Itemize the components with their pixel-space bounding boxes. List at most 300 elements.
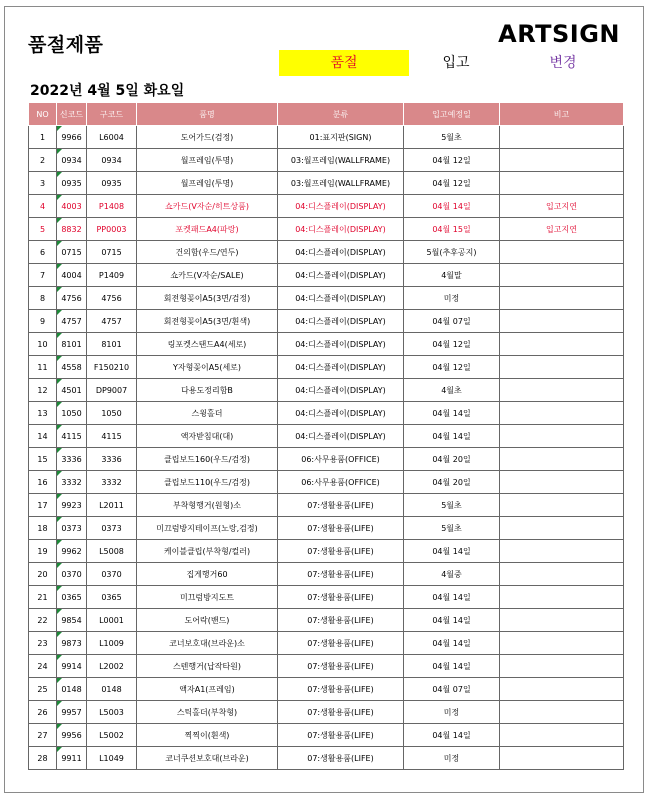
cell-eta[interactable]	[404, 172, 500, 195]
cell-note[interactable]	[500, 218, 624, 241]
cell-category-text: 07:생활용품(LIFE)	[307, 638, 374, 648]
cell-old-code[interactable]	[87, 517, 137, 540]
cell-eta-text: 04월 14일	[432, 431, 471, 441]
cell-new-code[interactable]	[57, 218, 87, 241]
cell-eta-text: 04월 14일	[432, 638, 471, 648]
cell-category[interactable]	[278, 333, 404, 356]
cell-old-code[interactable]	[87, 287, 137, 310]
cell-new-code[interactable]	[57, 310, 87, 333]
cell-eta[interactable]	[404, 310, 500, 333]
cell-name[interactable]	[137, 632, 278, 655]
cell-eta[interactable]	[404, 471, 500, 494]
cell-eta[interactable]	[404, 425, 500, 448]
cell-new-code[interactable]	[57, 287, 87, 310]
cell-no[interactable]	[29, 517, 57, 540]
cell-note[interactable]	[500, 149, 624, 172]
soldout-table	[28, 102, 624, 770]
cell-category-text: 04:디스플레이(DISPLAY)	[295, 339, 386, 349]
cell-note[interactable]	[500, 632, 624, 655]
cell-eta[interactable]	[404, 678, 500, 701]
cell-new-code[interactable]	[57, 540, 87, 563]
cell-category[interactable]	[278, 310, 404, 333]
cell-old-code-text: 4757	[101, 316, 122, 326]
cell-new-code-text: 9914	[61, 661, 82, 671]
cell-category[interactable]	[278, 632, 404, 655]
cell-no-text: 14	[37, 431, 48, 441]
cell-category-text: 07:생활용품(LIFE)	[307, 707, 374, 717]
cell-eta-text: 04월 14일	[432, 592, 471, 602]
cell-eta-text: 미정	[443, 753, 460, 763]
cell-comment-marker-icon	[57, 402, 62, 407]
cell-name[interactable]	[137, 126, 278, 149]
cell-eta[interactable]	[404, 218, 500, 241]
table-row[interactable]	[29, 609, 624, 632]
cell-category[interactable]	[278, 494, 404, 517]
table-row[interactable]	[29, 310, 624, 333]
cell-category-text: 07:생활용품(LIFE)	[307, 592, 374, 602]
cell-no[interactable]	[29, 333, 57, 356]
cell-old-code[interactable]	[87, 149, 137, 172]
cell-new-code[interactable]	[57, 264, 87, 287]
cell-old-code[interactable]	[87, 563, 137, 586]
cell-eta-text: 04월 15일	[432, 224, 471, 234]
cell-new-code[interactable]	[57, 701, 87, 724]
cell-new-code[interactable]	[57, 471, 87, 494]
cell-eta[interactable]	[404, 655, 500, 678]
cell-no[interactable]	[29, 494, 57, 517]
cell-no[interactable]	[29, 678, 57, 701]
cell-new-code[interactable]	[57, 333, 87, 356]
cell-note[interactable]	[500, 356, 624, 379]
cell-eta[interactable]	[404, 540, 500, 563]
cell-comment-marker-icon	[57, 149, 62, 154]
table-row[interactable]	[29, 701, 624, 724]
table-row[interactable]	[29, 379, 624, 402]
cell-category[interactable]	[278, 379, 404, 402]
cell-old-code[interactable]	[87, 333, 137, 356]
cell-category[interactable]	[278, 609, 404, 632]
cell-no[interactable]	[29, 448, 57, 471]
cell-note[interactable]	[500, 402, 624, 425]
table-row[interactable]	[29, 563, 624, 586]
cell-name[interactable]	[137, 172, 278, 195]
cell-new-code[interactable]	[57, 655, 87, 678]
cell-old-code[interactable]	[87, 586, 137, 609]
cell-old-code-text: L6004	[99, 132, 124, 142]
cell-no[interactable]	[29, 310, 57, 333]
cell-eta-text: 04월 12일	[432, 362, 471, 372]
cell-category[interactable]	[278, 747, 404, 770]
cell-note[interactable]	[500, 195, 624, 218]
cell-old-code[interactable]	[87, 747, 137, 770]
table-row[interactable]	[29, 425, 624, 448]
cell-eta[interactable]	[404, 517, 500, 540]
cell-new-code-text: 4756	[61, 293, 82, 303]
cell-old-code[interactable]	[87, 724, 137, 747]
cell-category[interactable]	[278, 517, 404, 540]
cell-category-text: 07:생활용품(LIFE)	[307, 546, 374, 556]
table-row[interactable]	[29, 287, 624, 310]
cell-new-code-text: 9854	[61, 615, 82, 625]
table-row[interactable]	[29, 195, 624, 218]
table-row[interactable]	[29, 264, 624, 287]
cell-category[interactable]	[278, 172, 404, 195]
cell-no[interactable]	[29, 149, 57, 172]
cell-category[interactable]	[278, 448, 404, 471]
cell-old-code[interactable]	[87, 356, 137, 379]
table-row[interactable]	[29, 218, 624, 241]
cell-new-code[interactable]	[57, 632, 87, 655]
cell-category[interactable]	[278, 540, 404, 563]
cell-category-text: 06:사무용품(OFFICE)	[301, 454, 380, 464]
cell-category-text: 04:디스플레이(DISPLAY)	[295, 408, 386, 418]
cell-eta-text: 미정	[443, 707, 460, 717]
cell-no[interactable]	[29, 540, 57, 563]
cell-old-code[interactable]	[87, 655, 137, 678]
cell-name[interactable]	[137, 494, 278, 517]
cell-old-code-text: DP9007	[95, 385, 128, 395]
cell-no-text: 13	[37, 408, 48, 418]
cell-old-code-text: P1409	[98, 270, 125, 280]
cell-new-code[interactable]	[57, 724, 87, 747]
table-row[interactable]	[29, 471, 624, 494]
table-row[interactable]	[29, 724, 624, 747]
cell-name[interactable]	[137, 586, 278, 609]
cell-eta[interactable]	[404, 632, 500, 655]
cell-comment-marker-icon	[57, 724, 62, 729]
cell-name[interactable]	[137, 195, 278, 218]
cell-old-code[interactable]	[87, 126, 137, 149]
cell-eta[interactable]	[404, 747, 500, 770]
cell-old-code[interactable]	[87, 310, 137, 333]
cell-comment-marker-icon	[57, 172, 62, 177]
cell-eta[interactable]	[404, 563, 500, 586]
cell-eta[interactable]	[404, 586, 500, 609]
cell-category-text: 07:생활용품(LIFE)	[307, 615, 374, 625]
table-row[interactable]	[29, 402, 624, 425]
cell-old-code[interactable]	[87, 379, 137, 402]
cell-no[interactable]	[29, 609, 57, 632]
cell-name[interactable]	[137, 218, 278, 241]
cell-old-code[interactable]	[87, 241, 137, 264]
cell-old-code-text: L5003	[99, 707, 124, 717]
cell-no-text: 19	[37, 546, 48, 556]
cell-no-text: 8	[39, 293, 46, 303]
cell-new-code[interactable]	[57, 126, 87, 149]
cell-new-code[interactable]	[57, 172, 87, 195]
cell-no[interactable]	[29, 195, 57, 218]
cell-no[interactable]	[29, 287, 57, 310]
cell-new-code[interactable]	[57, 747, 87, 770]
cell-note[interactable]	[500, 448, 624, 471]
cell-name[interactable]	[137, 747, 278, 770]
cell-old-code-text: 0365	[101, 592, 122, 602]
table-row[interactable]	[29, 494, 624, 517]
cell-name-text: 액자받침대(대)	[180, 431, 234, 441]
cell-new-code-text: 3332	[61, 477, 82, 487]
cell-no-text: 26	[37, 707, 48, 717]
cell-new-code-text: 4003	[61, 201, 82, 211]
cell-comment-marker-icon	[57, 126, 62, 131]
cell-note[interactable]	[500, 333, 624, 356]
cell-note[interactable]	[500, 655, 624, 678]
cell-name[interactable]	[137, 241, 278, 264]
cell-category[interactable]	[278, 471, 404, 494]
cell-new-code-text: 3336	[61, 454, 82, 464]
cell-no[interactable]	[29, 218, 57, 241]
table-row[interactable]	[29, 632, 624, 655]
cell-no[interactable]	[29, 586, 57, 609]
cell-name[interactable]	[137, 517, 278, 540]
cell-eta[interactable]	[404, 402, 500, 425]
cell-eta[interactable]	[404, 126, 500, 149]
cell-category[interactable]	[278, 724, 404, 747]
cell-note[interactable]	[500, 126, 624, 149]
tab-incoming[interactable]: 입고	[442, 55, 470, 71]
cell-old-code[interactable]	[87, 425, 137, 448]
cell-note[interactable]	[500, 678, 624, 701]
cell-eta[interactable]	[404, 241, 500, 264]
cell-new-code[interactable]	[57, 402, 87, 425]
cell-eta[interactable]	[404, 494, 500, 517]
cell-category[interactable]	[278, 195, 404, 218]
cell-old-code-text: L1049	[99, 753, 124, 763]
cell-eta[interactable]	[404, 356, 500, 379]
cell-eta-text: 04월 12일	[432, 178, 471, 188]
cell-no[interactable]	[29, 471, 57, 494]
table-row[interactable]	[29, 586, 624, 609]
table-row[interactable]	[29, 448, 624, 471]
cell-name[interactable]	[137, 540, 278, 563]
cell-no[interactable]	[29, 425, 57, 448]
cell-no[interactable]	[29, 655, 57, 678]
cell-old-code-text: 0148	[101, 684, 122, 694]
cell-note[interactable]	[500, 172, 624, 195]
cell-note[interactable]	[500, 264, 624, 287]
cell-new-code-text: 8101	[61, 339, 82, 349]
cell-comment-marker-icon	[57, 264, 62, 269]
cell-new-code[interactable]	[57, 586, 87, 609]
cell-name-text: 쇼카드(V자순/SALE)	[170, 270, 244, 280]
cell-name[interactable]	[137, 678, 278, 701]
cell-old-code[interactable]	[87, 264, 137, 287]
cell-eta[interactable]	[404, 448, 500, 471]
cell-eta[interactable]	[404, 333, 500, 356]
cell-no[interactable]	[29, 701, 57, 724]
cell-new-code[interactable]	[57, 609, 87, 632]
cell-category[interactable]	[278, 563, 404, 586]
cell-note[interactable]	[500, 379, 624, 402]
cell-name[interactable]	[137, 287, 278, 310]
cell-eta[interactable]	[404, 724, 500, 747]
cell-note[interactable]	[500, 563, 624, 586]
table-row[interactable]	[29, 655, 624, 678]
cell-old-code[interactable]	[87, 632, 137, 655]
cell-eta-text: 미정	[443, 293, 460, 303]
cell-name-text: 회전형꽂이A5(3면/흰색)	[163, 316, 251, 326]
cell-note[interactable]	[500, 747, 624, 770]
cell-new-code[interactable]	[57, 195, 87, 218]
cell-category[interactable]	[278, 264, 404, 287]
cell-note[interactable]	[500, 425, 624, 448]
cell-eta[interactable]	[404, 149, 500, 172]
cell-no-text: 25	[37, 684, 48, 694]
table-row[interactable]	[29, 241, 624, 264]
cell-new-code[interactable]	[57, 241, 87, 264]
cell-name[interactable]	[137, 425, 278, 448]
cell-no[interactable]	[29, 724, 57, 747]
cell-name[interactable]	[137, 609, 278, 632]
cell-note[interactable]	[500, 724, 624, 747]
cell-name[interactable]	[137, 448, 278, 471]
cell-old-code[interactable]	[87, 678, 137, 701]
cell-eta-text: 04월 20일	[432, 454, 471, 464]
cell-old-code-text: 0935	[101, 178, 122, 188]
cell-no[interactable]	[29, 379, 57, 402]
cell-category[interactable]	[278, 218, 404, 241]
cell-old-code-text: L5008	[99, 546, 124, 556]
cell-no-text: 9	[39, 316, 46, 326]
cell-old-code[interactable]	[87, 471, 137, 494]
cell-note[interactable]	[500, 701, 624, 724]
cell-note[interactable]	[500, 471, 624, 494]
cell-name[interactable]	[137, 264, 278, 287]
cell-name[interactable]	[137, 310, 278, 333]
table-row[interactable]	[29, 172, 624, 195]
cell-name-text: 클립보드160(우드/검정)	[163, 454, 251, 464]
cell-name[interactable]	[137, 149, 278, 172]
cell-note[interactable]	[500, 494, 624, 517]
cell-no[interactable]	[29, 563, 57, 586]
cell-new-code[interactable]	[57, 678, 87, 701]
table-row[interactable]	[29, 126, 624, 149]
cell-old-code[interactable]	[87, 609, 137, 632]
cell-category[interactable]	[278, 356, 404, 379]
table-row[interactable]	[29, 747, 624, 770]
cell-category[interactable]	[278, 287, 404, 310]
cell-name[interactable]	[137, 471, 278, 494]
cell-new-code-text: 4558	[61, 362, 82, 372]
cell-name[interactable]	[137, 655, 278, 678]
cell-no-text: 15	[37, 454, 48, 464]
cell-category[interactable]	[278, 655, 404, 678]
cell-old-code[interactable]	[87, 172, 137, 195]
table-row[interactable]	[29, 356, 624, 379]
column-header-name: 품명	[137, 103, 278, 126]
cell-eta[interactable]	[404, 379, 500, 402]
cell-note[interactable]	[500, 310, 624, 333]
cell-eta[interactable]	[404, 264, 500, 287]
cell-note[interactable]	[500, 609, 624, 632]
cell-old-code[interactable]	[87, 195, 137, 218]
cell-no[interactable]	[29, 747, 57, 770]
cell-name[interactable]	[137, 333, 278, 356]
cell-no[interactable]	[29, 356, 57, 379]
cell-no-text: 16	[37, 477, 48, 487]
cell-note[interactable]	[500, 241, 624, 264]
cell-category[interactable]	[278, 425, 404, 448]
cell-name[interactable]	[137, 379, 278, 402]
cell-old-code-text: L2002	[99, 661, 124, 671]
cell-eta-text: 04월 14일	[432, 201, 471, 211]
tab-changed[interactable]: 변경	[549, 55, 577, 71]
table-row[interactable]	[29, 149, 624, 172]
cell-comment-marker-icon	[57, 586, 62, 591]
table-row[interactable]	[29, 333, 624, 356]
cell-new-code[interactable]	[57, 425, 87, 448]
cell-name[interactable]	[137, 402, 278, 425]
cell-name-text: Y자형꽂이A5(세로)	[172, 362, 242, 372]
cell-new-code-text: 9873	[61, 638, 82, 648]
cell-category-text: 07:생활용품(LIFE)	[307, 684, 374, 694]
cell-eta[interactable]	[404, 701, 500, 724]
cell-old-code[interactable]	[87, 218, 137, 241]
cell-eta[interactable]	[404, 195, 500, 218]
cell-note[interactable]	[500, 287, 624, 310]
cell-name[interactable]	[137, 563, 278, 586]
cell-new-code[interactable]	[57, 563, 87, 586]
cell-old-code-text: L0001	[99, 615, 124, 625]
cell-old-code[interactable]	[87, 540, 137, 563]
cell-note[interactable]	[500, 586, 624, 609]
cell-note[interactable]	[500, 540, 624, 563]
table-row[interactable]	[29, 540, 624, 563]
cell-new-code[interactable]	[57, 149, 87, 172]
cell-new-code[interactable]	[57, 379, 87, 402]
cell-new-code[interactable]	[57, 356, 87, 379]
cell-no[interactable]	[29, 264, 57, 287]
cell-name[interactable]	[137, 724, 278, 747]
cell-category[interactable]	[278, 149, 404, 172]
cell-old-code[interactable]	[87, 494, 137, 517]
table-row[interactable]	[29, 678, 624, 701]
cell-new-code[interactable]	[57, 448, 87, 471]
cell-old-code-text: L5002	[99, 730, 124, 740]
cell-eta-text: 5월초	[441, 523, 462, 533]
cell-category[interactable]	[278, 701, 404, 724]
cell-old-code[interactable]	[87, 448, 137, 471]
cell-category[interactable]	[278, 126, 404, 149]
cell-no[interactable]	[29, 172, 57, 195]
cell-name[interactable]	[137, 356, 278, 379]
cell-category[interactable]	[278, 402, 404, 425]
cell-note-text: 입고지연	[546, 201, 577, 211]
cell-no[interactable]	[29, 126, 57, 149]
cell-new-code[interactable]	[57, 517, 87, 540]
cell-name-text: 회전형꽂이A5(3면/검정)	[163, 293, 251, 303]
cell-name[interactable]	[137, 701, 278, 724]
cell-category[interactable]	[278, 586, 404, 609]
cell-eta[interactable]	[404, 609, 500, 632]
cell-no[interactable]	[29, 632, 57, 655]
cell-no[interactable]	[29, 241, 57, 264]
cell-old-code[interactable]	[87, 701, 137, 724]
cell-eta-text: 5월초	[441, 500, 462, 510]
cell-old-code[interactable]	[87, 402, 137, 425]
cell-eta[interactable]	[404, 287, 500, 310]
cell-category[interactable]	[278, 241, 404, 264]
cell-no[interactable]	[29, 402, 57, 425]
table-row[interactable]	[29, 517, 624, 540]
cell-note[interactable]	[500, 517, 624, 540]
cell-eta-text: 04월 14일	[432, 730, 471, 740]
cell-category[interactable]	[278, 678, 404, 701]
tab-soldout[interactable]: 품절	[279, 50, 409, 76]
cell-name-text: 클립보드110(우드/검정)	[163, 477, 251, 487]
cell-new-code[interactable]	[57, 494, 87, 517]
cell-comment-marker-icon	[57, 218, 62, 223]
cell-category-text: 04:디스플레이(DISPLAY)	[295, 293, 386, 303]
